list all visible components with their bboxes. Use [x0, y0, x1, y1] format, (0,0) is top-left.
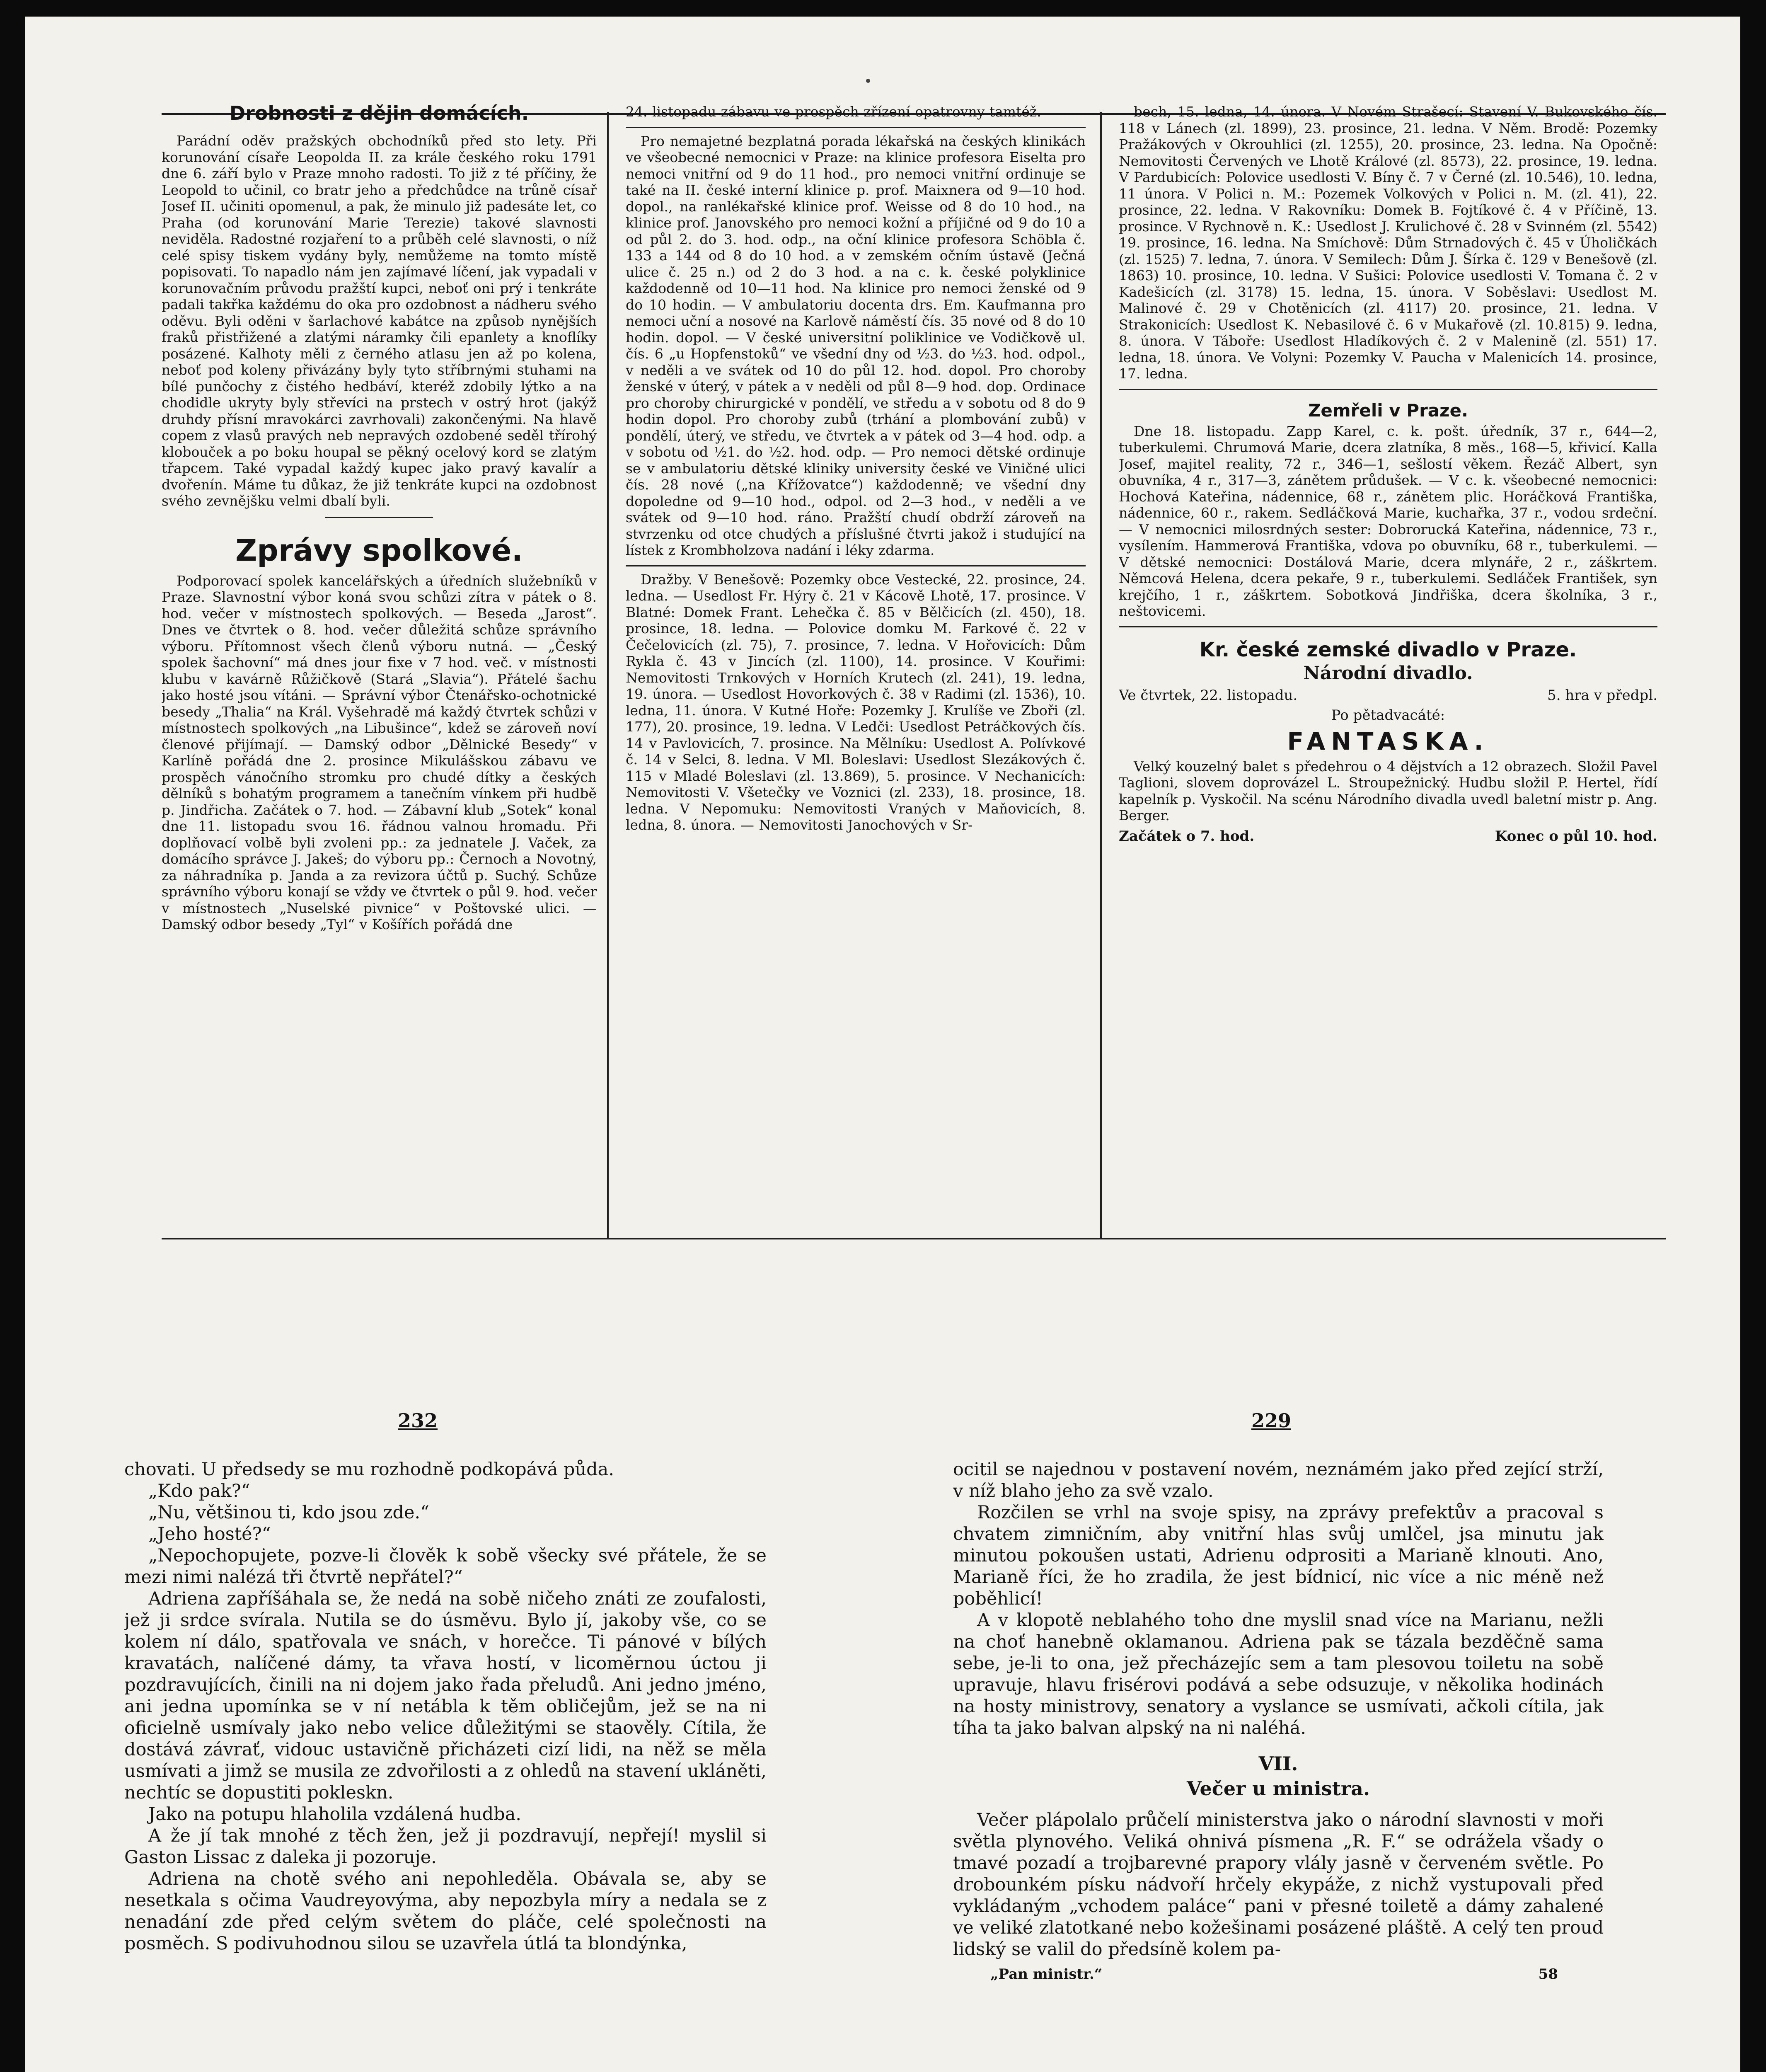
book-right-text	[953, 1459, 1604, 1739]
column-rule	[607, 112, 609, 1239]
section-rule	[626, 127, 1086, 128]
theatre-request: Po pětadvacáté:	[1331, 707, 1445, 724]
auctions-section	[626, 571, 1086, 833]
news-column-3	[1119, 104, 1657, 1247]
deaths-section	[1119, 423, 1657, 620]
book-page-left	[124, 1459, 767, 2072]
book-paragraph: Adriena na chotě svého ani nepohleděla. Obávala se, aby se nesetkala s očima Vaudreyovýma, aby nepozbyla míry a nedala se z nenadání zde před celým světem do pláče, celé společnosti na posměch. S podivuhodnou silou se uzavřela útlá ta blondýnka,	[124, 1869, 767, 1954]
theatre-start: Začátek o 7. hod.	[1119, 828, 1255, 845]
news-column-2	[626, 104, 1086, 1247]
chapter-number: VII.	[1258, 1752, 1298, 1775]
section-rule	[325, 517, 433, 518]
book-paragraph: „Kdo pak?“	[148, 1481, 250, 1501]
theatre-series: 5. hra v předpl.	[1547, 687, 1657, 704]
page-number-left: 232	[398, 1409, 438, 1432]
book-left-text	[124, 1459, 767, 1954]
section-rule	[1119, 626, 1657, 627]
book-paragraph: chovati. U předsedy se mu rozhodně podkopává půda.	[124, 1459, 614, 1480]
chapter-title: Večer u ministra.	[1187, 1777, 1370, 1800]
theatre-date: Ve čtvrtek, 22. listopadu.	[1119, 687, 1298, 704]
history-heading: Drobnosti z dějin domácích.	[229, 102, 529, 124]
theatre-play-title: FANTASKA.	[1287, 727, 1489, 755]
news-paragraph: Parádní oděv pražských obchodníků před sto lety. Při korunování císaře Leopolda II. za krále českého roku 1791 dne 6. září bylo v Praze mnoho radosti. To již z té příčiny, že Leopold to učinil, co bratr jeho a předchůdce na trůně císař Josef II. učiniti opomenul, a pak, že minulo již padesáte let, co Praha (od korunování Marie Terezie) takové slavnosti neviděla. Radostné rozjaření to a průběh celé slavnosti, o níž celé spisy tiskem vydány byly, nemůžeme na tomto místě popisovati. To napadlo nám jen zajímavé líčení, jak vypadali v korunovačním průvodu pražští kupci, neboť oni prý i tenkráte padali takřka každému do oka pro ozdobnost a nádheru svého oděvu. Byli oděni v šarlachové kabátce na způsob nynějších fraků přistřižené a zlatými náramky čili epanlety a knoflíky posázené. Kalhoty měli z černého atlasu jen až po kolena, neboť pod koleny přivázány byly tyto stříbrnými stuhami na bílé punčochy z čistého hedbáví, kteréž zdobily lýtko a na chodidle ukryty byly střevíci na prstech v ostrý hrot (jakýž druhdy přísní mravokárci zavrhovali) zakončenými. Na hlavě copem z vlasů pravých neb nepravých ozdobené seděl třírohý klobouček a po boku houpal se pěkný ocelový kord se zlatým třapcem. Také vypadal každý kupec jako pravý kavalír a dvořenín. Máme tu důkaz, že již tenkráte kupci na ozdobnost svého zevnějšku velmi dbalí byli.	[162, 133, 597, 509]
lead-paragraph: 24. listopadu zábavu ve prospěch zřízení opatrovny tamtéž.	[626, 104, 1041, 120]
bottom-rule	[162, 1238, 1666, 1239]
book-paragraph: „Jeho hosté?“	[148, 1524, 271, 1544]
theatre-date-line	[1119, 686, 1657, 704]
scan-page	[25, 17, 1740, 2072]
book-paragraph: Rozčilen se vrhl na svoje spisy, na zprávy prefektův a pracoval s chvatem zimničním, aby vnitřní hlas svůj umlčel, jsa minutu jak minutou pokoušen ustati, Adrienu odprositi a Marianě klnouti. Ano, Marianě říci, že ho zradila, že jest bídnicí, nic více a nic méně než poběhlicí!	[953, 1502, 1604, 1609]
page-number-right: 229	[1251, 1409, 1292, 1432]
theatre-description: Velký kouzelný balet s předehrou o 4 dějstvích a 12 obrazech. Složil Pavel Taglioni, slovem doprovázel L. Stroupežnický. Hudbu složil P. Hertel, řídí kapelník p. Vyskočil. Na scénu Národního divadla uvedl baletní mistr p. Ang. Berger.	[1119, 758, 1657, 823]
news-paragraph: Dražby. V Benešově: Pozemky obce Vestecké, 22. prosince, 24. ledna. — Usedlost Fr. Hýry č. 21 v Kácově Lhotě, 17. prosince. V Blatné: Domek Frant. Lehečka č. 85 v Bělčicích (zl. 450), 18. prosince, 18. ledna. — Polovice domku M. Farkové č. 22 v Čečelovicích (zl. 75), 7. prosince, 7. ledna. V Hořovicích: Dům Rykla č. 43 v Jincích (zl. 1100), 14. prosince. V Kouřimi: Nemovitosti Trnkových v Horních Krutech (zl. 241), 19. ledna, 19. února. — Usedlost Hovorkových č. 38 v Radimi (zl. 1536), 10. ledna, 11. února. V Kutné Hoře: Pozemky J. Krulíše ve Zboři (zl. 177), 20. prosince, 19. ledna. V Ledči: Usedlost Petráčkových čís. 14 v Pavlovicích, 7. prosince. Na Mělníku: Usedlost A. Polívkové č. 14 v Selci, 8. ledna. V Ml. Boleslavi: Usedlost Slezákových č. 115 v Mladé Boleslavi (zl. 13.869), 5. prosince. V Nechanicích: Nemovitosti V. Všetečky ve Voznici (zl. 233), 18. prosince, 18. ledna. V Nepomuku: Nemovitosti Vraných v Maňovicích, 8. ledna, 8. února. — Nemovitosti Janochových v Sr-	[626, 571, 1086, 833]
book-paragraph: ocitil se najednou v postavení novém, neznámém jako před zející strží, v níž blaho jeho za svě vzalo.	[953, 1459, 1604, 1501]
theatre-times	[1119, 827, 1657, 845]
medical-section	[626, 133, 1086, 559]
chapter-text	[953, 1809, 1604, 1960]
societies-heading: Zprávy spolkové.	[235, 533, 523, 568]
theatre-subheading: Národní divadlo.	[1303, 662, 1473, 684]
book-paragraph: „Nu, většinou ti, kdo jsou zde.“	[148, 1502, 430, 1523]
news-column-1	[162, 99, 597, 1243]
book-footer	[953, 1964, 1604, 1984]
auctions-continued	[1119, 104, 1657, 382]
news-paragraph: bech, 15. ledna, 14. února. V Novém Strašecí: Stavení V. Bukovského čís. 118 v Lánech (zl. 1899), 23. prosince, 21. ledna. V Něm. Brodě: Pozemky Pražákových v Okrouhlici (zl. 1255), 20. prosince, 23. ledna. Na Opočně: Nemovitosti Červených ve Lhotě Králové (zl. 8573), 22. prosince, 19. ledna. V Pardubicích: Polovice usedlosti V. Bíny č. 7 v Černé (zl. 10.546), 10. ledna, 11 února. V Polici n. M.: Pozemek Volkových v Polici n. M. (zl. 41), 22. prosince, 22. ledna. V Rakovníku: Domek B. Fojtíkové č. 4 v Příčině, 13. prosince. V Rychnově n. K.: Usedlost J. Krulichové č. 28 v Svinném (zl. 5542) 19. prosince, 16. ledna. Na Smíchově: Dům Strnadových č. 45 v Úholičkách (zl. 1525) 7. ledna, 7. února. V Semilech: Dům J. Šírka č. 129 v Benešově (zl. 1863) 10. prosince, 10. ledna. V Sušici: Polovice usedlosti V. Tomana č. 2 v Kadešicích (zl. 3178) 15. ledna, 15. února. V Soběslavi: Usedlost M. Malinové č. 29 v Chotěnicích (zl. 4117) 20. prosince, 21. ledna. V Strakonicích: Usedlost K. Nebasilové č. 6 v Mukařově (zl. 10.815) 9. ledna, 8. února. V Táboře: Usedlost Hladíkových č. 2 v Malenině (zl. 551) 17. ledna, 18. února. Ve Volyni: Pozemky V. Paucha v Malenicích 14. prosince, 17. ledna.	[1119, 104, 1657, 382]
deaths-heading: Zemřeli v Praze.	[1308, 400, 1468, 421]
news-paragraph: Pro nemajetné bezplatná porada lékařská na českých klinikách ve všeobecné nemocnici v Praze: na klinice profesora Eiselta pro nemoci vnitřní od 9 do 11 hod., pro nemoci vnitřní ordinuje se také na II. české interní klinice p. prof. Maixnera od 9—10 hod. dopol., na ranlékařské klinice prof. Weisse od 8 do 10 hod., na klinice prof. Janovského pro nemoci kožní a příjičné od 9 do 10 a od půl 2. do 3. hod. odp., na oční klinice profesora Schöbla č. 133 a 144 od 8 do 10 hod. a v zemském očním ústavě (Ječná ulice č. 25 n.) od 2 do 3 hod. a na c. k. české polyklinice každodenně od 10—11 hod. Na klinice pro nemoci ženské od 9 do 10 hodin. — V ambulatoriu docenta drs. Em. Kaufmanna pro nemoci uční a nosové na Karlově náměstí čís. 35 nové od 8 do 10 hodin. dopol. — V české universitní poliklinice ve Vodičkově ul. čís. 6 „u Hopfenstoků“ ve všední dny od ½3. do ½3. hod. odpol., v neděli a ve svátek od 10 do půl 12. hod. dopol. Pro choroby ženské v úterý, v pátek a v neděli od půl 8—9 hod. dop. Ordinace pro choroby chirurgické v pondělí, ve středu a v sobotu od 8 do 9 hodin dopol. Pro choroby zubů (trhání a plombování zubů) v pondělí, úterý, ve středu, ve čtvrtek a v pátek od 3—4 hod. odp. a v sobotu od ½1. do ½2. hod. odp. — Pro nemoci dětské ordinuje se v ambulatoriu dětské kliniky university české ve Viničné ulici čís. 28 nové („na Křížovatce“) každodenně; ve všední dny dopoledne od 9—10 hod., odpol. od 2—3 hod., v neděli a ve svátek od 9—10 hod. ráno. Pražští chudí obdrží zároveň na stvrzenku od otce chudých a příslušné čtvrti jakož i studující na lístek z Krombholzova nadání i léky zdarma.	[626, 133, 1086, 558]
history-section	[162, 133, 597, 509]
book-paragraph: Jako na potupu hlaholila vzdálená hudba.	[148, 1804, 522, 1825]
book-page-right	[953, 1459, 1604, 2072]
book-paragraph: Adriena zapříšáhala se, že nedá na sobě ničeho znáti ze zoufalosti, jež ji srdce svírala. Nutila se do úsměvu. Bylo jí, jakoby vše, co se kolem ní dálo, spatřovala ve snách, v horečce. Ti pánové v bílých kravatách, nalíčené dámy, ta vřava hostí, v licoměrnou úctou ji pozdravujících, činili na ni dojem jako řada přeludů. Ani jedno jméno, ani jedna upomínka se v ní netábla k těm obličejům, jež se na ni oficielně usmívaly jako nebo velice důležitými se staověly. Cítila, že dostává závrať, vidouc ustavičně přicházeti cizí lidi, na něž se měla usmívati a jimž se musila ze zdvořilosti a z ohledů na stavení ukláněti, nechtíc se dopustiti pokleskn.	[124, 1588, 767, 1803]
footer-book-title: „Pan ministr.“	[990, 1966, 1103, 1982]
book-paragraph: A že jí tak mnohé z těch žen, jež ji pozdravují, nepřejí! myslil si Gaston Lissac z daleka ji pozoruje.	[124, 1825, 767, 1868]
book-paragraph: „Nepochopujete, pozve-li člověk k sobě všecky své přátele, že se mezi nimi nalézá tři čtvrtě nepřátel?“	[124, 1545, 767, 1588]
theatre-heading: Kr. české zemské divadlo v Praze.	[1199, 638, 1577, 661]
section-rule	[1119, 389, 1657, 390]
news-paragraph: Dne 18. listopadu. Zapp Karel, c. k. pošt. úředník, 37 r., 644—2, tuberkulemi. Chrumová Marie, dcera zlatníka, 8 měs., 168—5, křivicí. Kalla Josef, majitel reality, 72 r., 346—1, sešlostí věkem. Řezáč Albert, syn obuvníka, 4 r., 317—3, zánětem průdušek. — V c. k. všeobecné nemocnici: Hochová Kateřina, nádennice, 68 r., zánětem plic. Horáčková Františka, nádennice, 60 r., rakem. Sedláčková Marie, kuchařka, 37 r., vodou srdeční. — V nemocnici milosrdných sester: Dobrorucká Kateřina, nádennice, 73 r., vysílením. Hammerová Františka, vdova po obuvníku, 68 r., tuberkulemi. — V dětské nemocnici: Dostálová Marie, dcera mlynáře, 2 r., záškrtem. Němcová Helena, dcera pekaře, 9 r., tuberkulemi. Sedláček František, syn krejčího, 1 r., záškrtem. Sobotková Jindřiška, dcera školníka, 3 r., neštovicemi.	[1119, 423, 1657, 619]
theatre-end: Konec o půl 10. hod.	[1495, 828, 1657, 845]
footer-signature: 58	[1538, 1966, 1558, 1982]
section-rule	[626, 565, 1086, 566]
societies-section	[162, 573, 597, 933]
column-rule	[1100, 112, 1102, 1239]
ink-dot	[866, 79, 870, 83]
book-paragraph: Večer plápolalo průčelí ministerstva jako o národní slavnosti v moři světla plynového. Veliká ohnivá písmena „R. F.“ se odrážela všady o tmavé pozadí a trojbarevné prapory vlály jasně v červeném světle. Po drobounkém písku nádvoří hrčely ekypáže, z nichž vystupovali před vykládaným „vchodem paláce“ pani v přesné toiletě a dámy zahalené ve veliké zlatotkané nebo kožešinami posázené pláště. A celý ten proud lidský se valil do předsíně kolem pa-	[953, 1810, 1604, 1960]
book-paragraph: A v klopotě neblahého toho dne myslil snad více na Marianu, nežli na choť hanebně oklamanou. Adriena pak se tázala bezděčně sama sebe, je-li to ona, jež přecházejíc sem a tam plesovou toiletu na sobě upravuje, hlavu frisérovi podává a sebe odsuzuje, v několika hodinách na hosty ministrovy, senatory a vyslance se usmívati, ačkoli cítila, jak tíha ta jako balvan alpský na ni naléhá.	[953, 1610, 1604, 1738]
news-paragraph: Podporovací spolek kancelářských a úředních služebníků v Praze. Slavnostní výbor koná svou schůzi zítra v pátek o 8. hod. večer v místnostech spolkových. — Beseda „Jarost“. Dnes ve čtvrtek o 8. hod. večer důležitá schůze správního výboru. Přítomnost všech členů výboru nutná. — „Český spolek šachovní“ má dnes jour fixe v 7 hod. več. v místnosti klubu v kavárně Růžičkově (Stará „Slavia“). Přátelé šachu jako hosté jsou vítáni. — Správní výbor Čtenářsko-ochotnické besedy „Thalia“ na Král. Vyšehradě má každý čtvrtek schůzi v místnostech spolkových „na Libušince“, kdež se zároveň noví členové přijímají. — Damský odbor „Dělnické Besedy“ v Karlíně pořádá dne 2. prosince Mikulášskou zábavu ve prospěch vánočního stromku pro chudé dítky a českých dělníků s bohatým programem a tanečním vínkem při hudbě p. Jindřicha. Začátek o 7. hod. — Zábavní klub „Sotek“ konal dne 11. listopadu svou 16. řádnou valnou hromadu. Při doplňovací volbě byli zvoleni pp.: za jednatele J. Vaček, za domácího správce J. Jakeš; do výboru pp.: Černoch a Novotný, za náhradníka p. Janda a za revizora účtů p. Suchý. Schůze správního výboru konají se vždy ve čtvrtek o půl 9. hod. večer v místnostech „Nuselské pivnice“ v Poštovské ulici. — Damský odbor besedy „Tyl“ v Košířích pořádá dne	[162, 572, 597, 932]
